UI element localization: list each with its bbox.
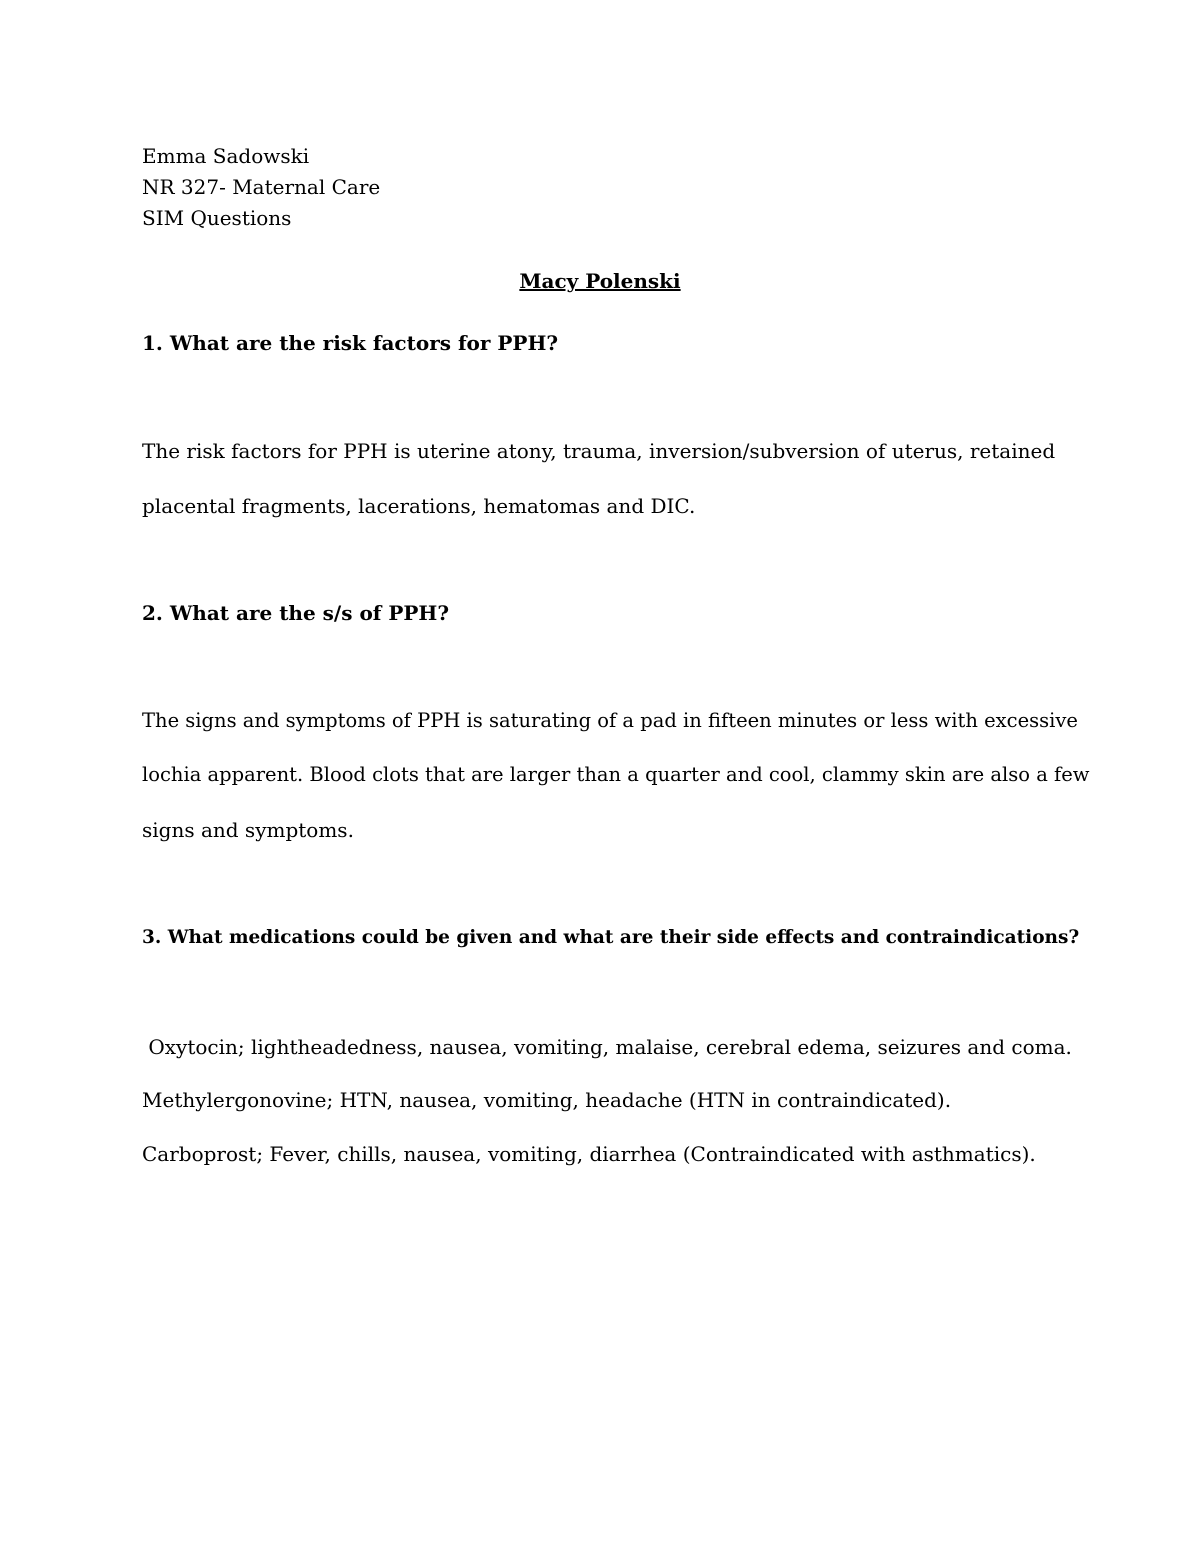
answer-1-line-1: The risk factors for PPH is uterine atony, trauma, inversion/subversion of uterus, retained [142, 439, 1056, 463]
answer-2-line-2: lochia apparent. Blood clots that are larger than a quarter and cool, clammy skin are also a few [142, 763, 1090, 786]
answer-2-line-3: signs and symptoms. [142, 818, 354, 842]
answer-1-line-2: placental fragments, lacerations, hematomas and DIC. [142, 494, 696, 518]
document-title: Macy Polenski [519, 269, 681, 293]
question-3: 3. What medications could be given and what are their side effects and contraindications? [142, 927, 1080, 948]
answer-3-line-3: Carboprost; Fever, chills, nausea, vomiting, diarrhea (Contraindicated with asthmatics). [142, 1142, 1036, 1166]
course-name: NR 327- Maternal Care [142, 175, 381, 199]
question-2: 2. What are the s/s of PPH? [142, 601, 450, 625]
answer-2-line-1: The signs and symptoms of PPH is saturating of a pad in fifteen minutes or less with excessive [142, 709, 1078, 732]
answer-3-line-2: Methylergonovine; HTN, nausea, vomiting, headache (HTN in contraindicated). [142, 1088, 952, 1112]
question-1: 1. What are the risk factors for PPH? [142, 331, 559, 355]
student-name: Emma Sadowski [142, 144, 310, 168]
answer-3-line-1: Oxytocin; lightheadedness, nausea, vomiting, malaise, cerebral edema, seizures and coma. [142, 1035, 1072, 1059]
assignment-name: SIM Questions [142, 206, 292, 230]
